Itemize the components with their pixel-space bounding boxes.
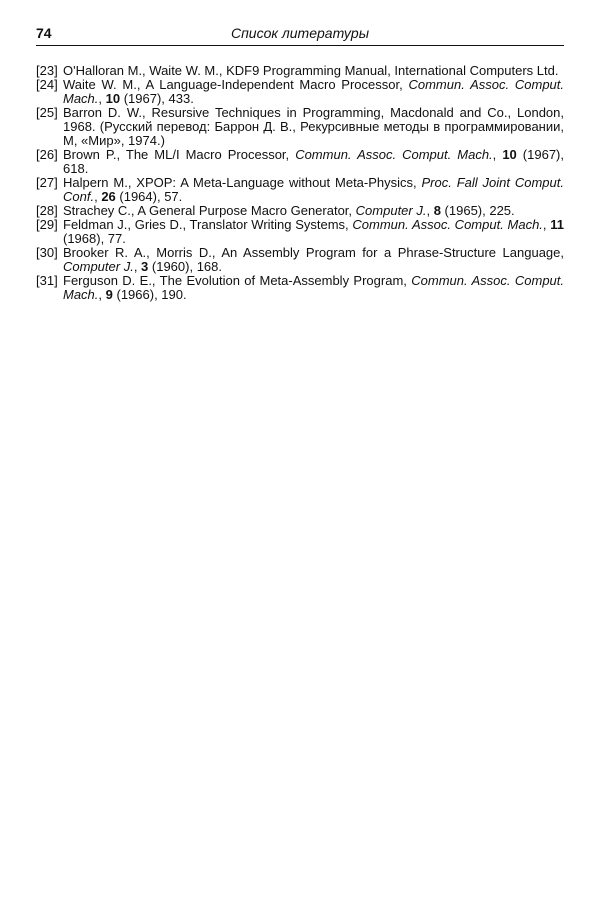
volume-number: 3 <box>141 259 149 274</box>
reference-entry <box>36 218 564 246</box>
reference-text-part: , <box>98 287 106 302</box>
reference-number: [30] <box>36 245 58 260</box>
reference-number: [25] <box>36 105 58 120</box>
reference-text <box>63 77 564 106</box>
running-title: Список литературы <box>230 25 370 41</box>
reference-text-part: Brown P., The ML/I Macro Processor, <box>63 147 296 162</box>
reference-text <box>63 217 564 246</box>
reference-number: [23] <box>36 63 58 78</box>
reference-text-part: Strachey C., A General Purpose Macro Generator, <box>63 203 356 218</box>
journal-title: Computer J. <box>63 259 134 274</box>
reference-text-part: (1966), 190. <box>112 287 187 302</box>
page-header <box>36 24 564 46</box>
volume-number: 11 <box>550 217 564 232</box>
reference-text-part: , <box>426 203 434 218</box>
reference-number: [28] <box>36 203 58 218</box>
volume-number: 10 <box>502 147 517 162</box>
reference-text-part: , <box>98 91 106 106</box>
reference-number: [24] <box>36 77 58 92</box>
reference-text-part: , <box>492 147 503 162</box>
reference-text <box>63 175 564 204</box>
reference-text-part: (1960), 168. <box>148 259 222 274</box>
reference-text-part: Brooker R. A., Morris D., An Assembly Program for a Phrase-Structure Language, <box>63 245 564 260</box>
page-number: 74 <box>36 25 52 41</box>
journal-title: Commun. Assoc. Comput. Mach. <box>352 217 543 232</box>
volume-number: 26 <box>101 189 116 204</box>
reference-text-part: Waite W. M., A Language-Independent Macro Processor, <box>63 77 409 92</box>
reference-text-part: Halpern M., XPOP: A Meta-Language without Meta-Physics, <box>63 175 422 190</box>
reference-number: [27] <box>36 175 58 190</box>
header-rule <box>36 45 564 46</box>
reference-text-part: (1965), 225. <box>440 203 515 218</box>
journal-title: Commun. Assoc. Comput. Mach. <box>295 147 493 162</box>
volume-number: 9 <box>105 287 113 302</box>
reference-text-part: (1968), 77. <box>63 231 126 246</box>
reference-text-part: , <box>133 259 142 274</box>
reference-text-part: Feldman J., Gries D., Translator Writing Systems, <box>63 217 353 232</box>
volume-number: 10 <box>105 91 121 106</box>
reference-entry <box>36 204 564 218</box>
reference-entry <box>36 246 564 274</box>
reference-entry <box>36 78 564 106</box>
reference-entry <box>36 64 564 78</box>
reference-text-part: (1964), 57. <box>115 189 183 204</box>
journal-title: Proc. Fall Joint Comput. Conf. <box>63 175 564 204</box>
reference-text <box>63 273 564 302</box>
reference-text <box>63 245 564 274</box>
reference-entry <box>36 148 564 176</box>
reference-number: [29] <box>36 217 58 232</box>
reference-text <box>63 147 564 176</box>
reference-text-part: (1967), 618. <box>63 147 564 176</box>
reference-text-part: (1967), 433. <box>120 91 194 106</box>
reference-text <box>63 203 515 218</box>
volume-number: 8 <box>433 203 441 218</box>
reference-entry <box>36 176 564 204</box>
reference-entry <box>36 106 564 148</box>
reference-text <box>63 63 558 78</box>
reference-number: [31] <box>36 273 58 288</box>
reference-entry <box>36 274 564 302</box>
journal-title: Computer J. <box>355 203 427 218</box>
reference-list <box>36 64 564 302</box>
reference-text-part: , <box>94 189 102 204</box>
journal-title: Commun. Assoc. Comput. Mach. <box>63 77 565 106</box>
reference-text-part: , <box>542 217 551 232</box>
reference-number: [26] <box>36 147 58 162</box>
reference-text-part: Ferguson D. E., The Evolution of Meta-Assembly Program, <box>63 273 412 288</box>
reference-text-part: Barron D. W., Resursive Techniques in Programming, Macdonald and Co., London, 1968. (Русский перевод: Баррон Д. В., Рекурсивные методы в программировании, М, «Мир», 1974.) <box>63 105 564 148</box>
journal-title: Commun. Assoc. Comput. Mach. <box>63 273 565 302</box>
reference-text-part: O'Halloran M., Waite W. M., KDF9 Programming Manual, International Computers Ltd. <box>63 63 559 78</box>
reference-text <box>63 105 564 148</box>
